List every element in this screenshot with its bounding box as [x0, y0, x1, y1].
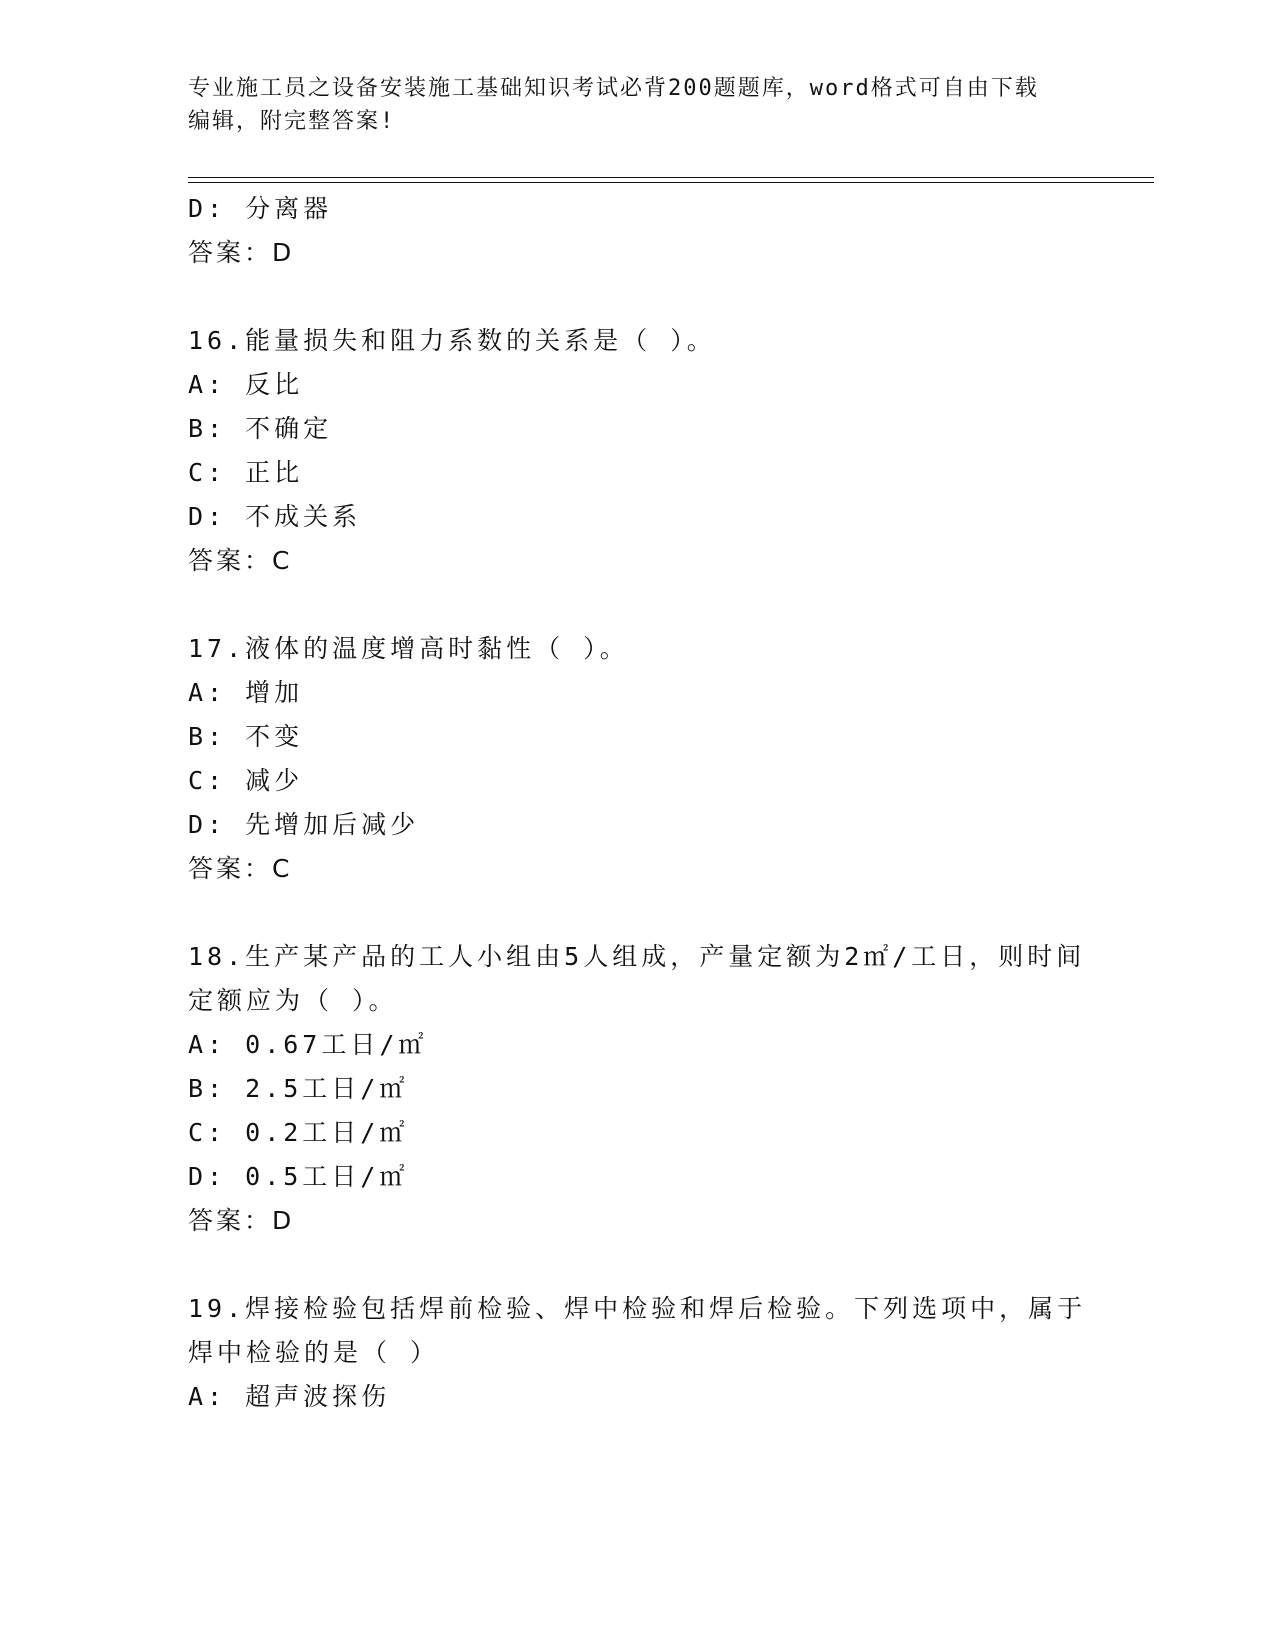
q16-option-a: A: 反比	[188, 370, 304, 399]
q16-option-c: C: 正比	[188, 458, 304, 487]
q17-question: 17.液体的温度增高时黏性（ ）。	[188, 634, 629, 663]
header-title-line-1: 专业施工员之设备安装施工基础知识考试必背200题题库，word格式可自由下载	[188, 76, 1039, 101]
q18-option-b: B: 2.5工日/㎡	[188, 1074, 409, 1103]
q18-option-d: D: 0.5工日/㎡	[188, 1162, 409, 1191]
q17-option-c: C: 减少	[188, 766, 304, 795]
q18-question-line-1: 18.生产某产品的工人小组由5人组成，产量定额为2㎡/工日，则时间	[188, 942, 1086, 971]
q16-question: 16.能量损失和阻力系数的关系是（ ）。	[188, 326, 716, 355]
q18-option-a: A: 0.67工日/㎡	[188, 1030, 428, 1059]
q19-question-line-1: 19.焊接检验包括焊前检验、焊中检验和焊后检验。下列选项中，属于	[188, 1294, 1087, 1323]
q16-answer: 答案：C	[188, 546, 293, 575]
q18-question-line-2: 定额应为（ ）。	[188, 986, 398, 1015]
prev-option-d: D: 分离器	[188, 194, 333, 223]
q17-option-a: A: 增加	[188, 678, 304, 707]
header-divider-top	[188, 177, 1154, 178]
q18-option-c: C: 0.2工日/㎡	[188, 1118, 409, 1147]
q19-question-line-2: 焊中检验的是（ ）	[188, 1338, 440, 1367]
prev-answer: 答案：D	[188, 238, 295, 267]
header-title-line-2: 编辑，附完整答案!	[188, 109, 396, 134]
q17-option-b: B: 不变	[188, 722, 304, 751]
q16-option-b: B: 不确定	[188, 414, 333, 443]
header-divider-bottom	[188, 182, 1154, 183]
q17-answer: 答案：C	[188, 854, 293, 883]
q19-option-a: A: 超声波探伤	[188, 1382, 391, 1411]
q18-answer: 答案：D	[188, 1206, 295, 1235]
document-header	[188, 72, 1088, 138]
q16-option-d: D: 不成关系	[188, 502, 362, 531]
q17-option-d: D: 先增加后减少	[188, 810, 420, 839]
